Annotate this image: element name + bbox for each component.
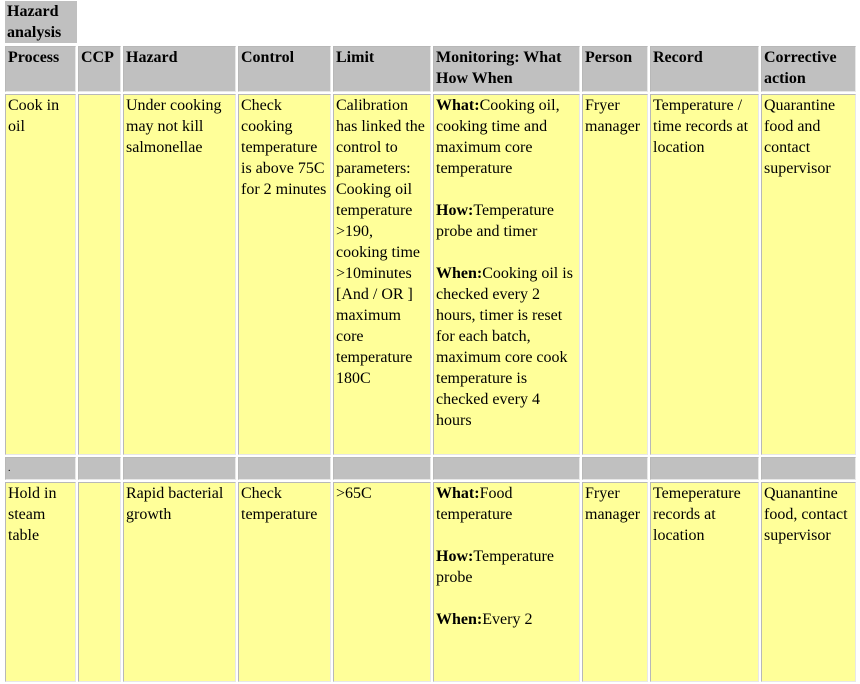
what-text: Cooking oil, cooking time and maximum core temperature	[436, 97, 560, 177]
header-person: Person	[582, 46, 648, 92]
cell-process: Hold in steam table	[5, 482, 76, 682]
how-text: Temperature probe and timer	[436, 202, 554, 240]
cell-hazard: Under cooking may not kill salmonellae	[123, 94, 236, 455]
separator-cell	[650, 457, 759, 480]
when-label: When:	[436, 611, 483, 628]
cell-corrective: Quanantine food, contact supervisor	[761, 482, 856, 682]
monitoring-how	[436, 546, 577, 588]
separator-cell	[78, 457, 121, 480]
cell-ccp	[78, 482, 121, 682]
separator-cell: .	[5, 457, 76, 480]
cell-person: Fryer manager	[582, 94, 648, 455]
separator-cell	[433, 457, 580, 480]
cell-corrective: Quarantine food and contact supervisor	[761, 94, 856, 455]
when-text: Cooking oil is checked every 2 hours, timer is reset for each batch, maximum core cook temperature is checked every 4 hours	[436, 265, 573, 429]
header-control: Control	[238, 46, 331, 92]
cell-limit: Calibration has linked the control to parameters: Cooking oil temperature >190, cooking time >10minutes [And / OR ] maximum core temperature 180C	[333, 94, 431, 455]
cell-control: Check cooking temperature is above 75C for 2 minutes	[238, 94, 331, 455]
separator-cell	[761, 457, 856, 480]
table-row	[5, 94, 856, 455]
what-label: What:	[436, 97, 480, 114]
table-row	[5, 482, 856, 682]
how-label: How:	[436, 548, 474, 565]
header-corrective: Corrective action	[761, 46, 856, 92]
cell-control: Check temperature	[238, 482, 331, 682]
what-text: Food temperature	[436, 485, 513, 523]
when-label: When:	[436, 265, 483, 282]
cell-limit: >65C	[333, 482, 431, 682]
separator-cell	[238, 457, 331, 480]
monitoring-how	[436, 200, 577, 242]
header-limit: Limit	[333, 46, 431, 92]
monitoring-when	[436, 609, 577, 630]
what-label: What:	[436, 485, 480, 502]
header-monitoring: Monitoring: What How When	[433, 46, 580, 92]
table-caption: Hazard analysis	[5, 1, 77, 43]
cell-ccp	[78, 94, 121, 455]
cell-person: Fryer manager	[582, 482, 648, 682]
header-process: Process	[5, 46, 76, 92]
cell-process: Cook in oil	[5, 94, 76, 455]
how-label: How:	[436, 202, 474, 219]
separator-cell	[123, 457, 236, 480]
monitoring-what	[436, 483, 577, 525]
cell-hazard: Rapid bacterial growth	[123, 482, 236, 682]
cell-record: Temperature / time records at location	[650, 94, 759, 455]
cell-monitoring	[433, 94, 580, 455]
header-ccp: CCP	[78, 46, 121, 92]
separator-cell	[333, 457, 431, 480]
cell-monitoring	[433, 482, 580, 682]
how-text: Temperature probe	[436, 548, 554, 586]
separator-row	[5, 457, 856, 480]
hazard-analysis-table	[3, 44, 858, 684]
header-hazard: Hazard	[123, 46, 236, 92]
monitoring-what	[436, 95, 577, 179]
header-record: Record	[650, 46, 759, 92]
header-row	[5, 46, 856, 92]
monitoring-when	[436, 263, 577, 431]
separator-cell	[582, 457, 648, 480]
when-text: Every 2	[482, 611, 533, 628]
cell-record: Temeperature records at location	[650, 482, 759, 682]
